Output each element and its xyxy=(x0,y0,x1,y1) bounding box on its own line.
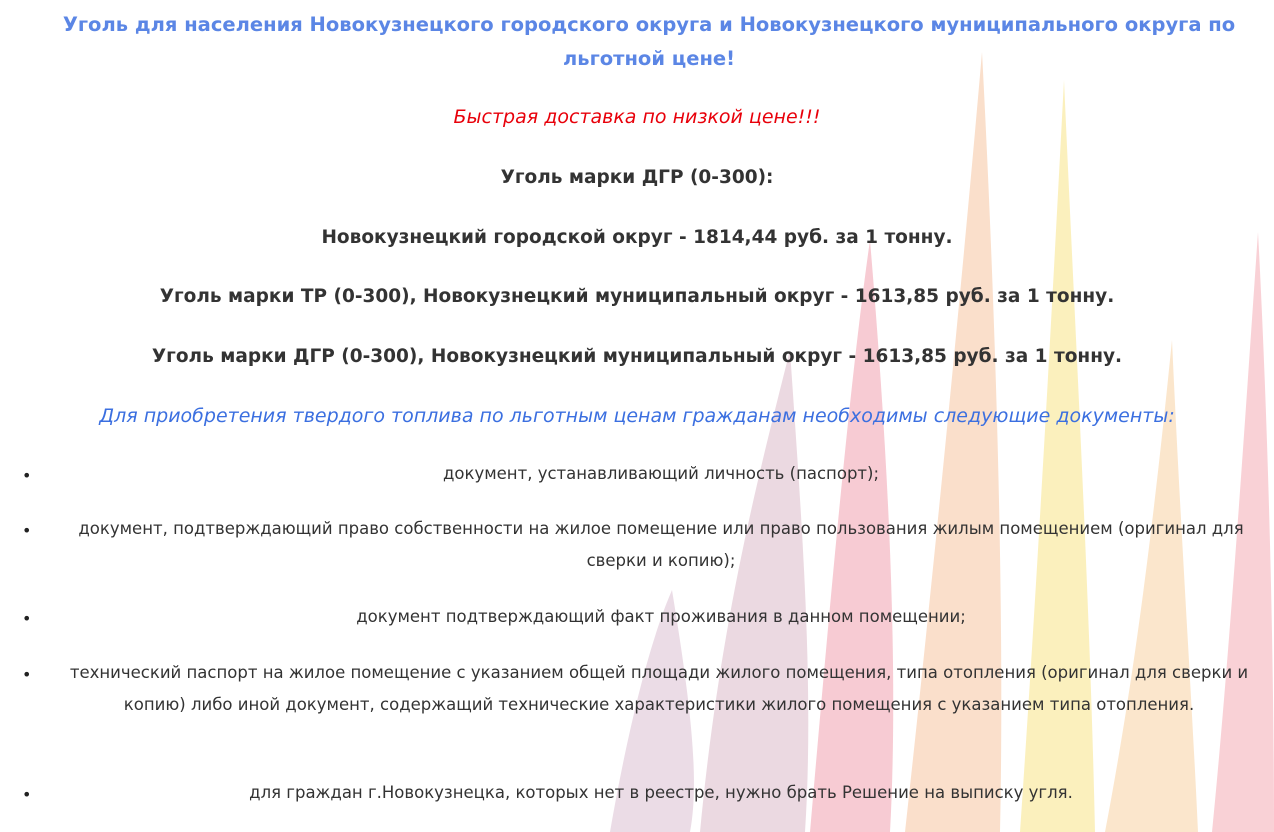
list-item: технический паспорт на жилое помещение с указанием общей площади жилого помещения, типа отопления (оригинал для сверки и копию) либо иной документ, содержащий технические характеристики жилого помещения с указанием типа отопления. xyxy=(69,663,1249,714)
page-heading: Уголь для населения Новокузнецкого городского округа и Новокузнецкого муниципального округа по льготной цене! xyxy=(62,13,1236,70)
list-bullet: • xyxy=(22,609,32,628)
list-bullet: • xyxy=(22,466,32,485)
list-item: документ подтверждающий факт проживания в данном помещении; xyxy=(356,607,966,626)
list-item: документ, подтверждающий право собственности на жилое помещение или право пользования жилым помещением (оригинал для сверки и копию); xyxy=(78,519,1244,570)
list-bullet: • xyxy=(22,665,32,684)
list-item: для граждан г.Новокузнецка, которых нет в реестре, нужно брать Решение на выписку угля. xyxy=(249,783,1073,802)
coal-grade-title: Уголь марки ДГР (0-300): xyxy=(500,167,774,188)
promo-text: Быстрая доставка по низкой цене!!! xyxy=(453,106,821,128)
price-line: Уголь марки ДГР (0-300), Новокузнецкий муниципальный округ - 1613,85 руб. за 1 тонну. xyxy=(151,346,1123,367)
price-line: Новокузнецкий городской округ - 1814,44 руб. за 1 тонну. xyxy=(321,227,953,248)
documents-title: Для приобретения твердого топлива по льготным ценам гражданам необходимы следующие документы: xyxy=(99,405,1175,427)
list-bullet: • xyxy=(22,785,32,804)
list-bullet: • xyxy=(22,521,32,540)
list-item: документ, устанавливающий личность (паспорт); xyxy=(442,464,880,483)
price-line: Уголь марки ТР (0-300), Новокузнецкий муниципальный округ - 1613,85 руб. за 1 тонну. xyxy=(159,286,1115,307)
